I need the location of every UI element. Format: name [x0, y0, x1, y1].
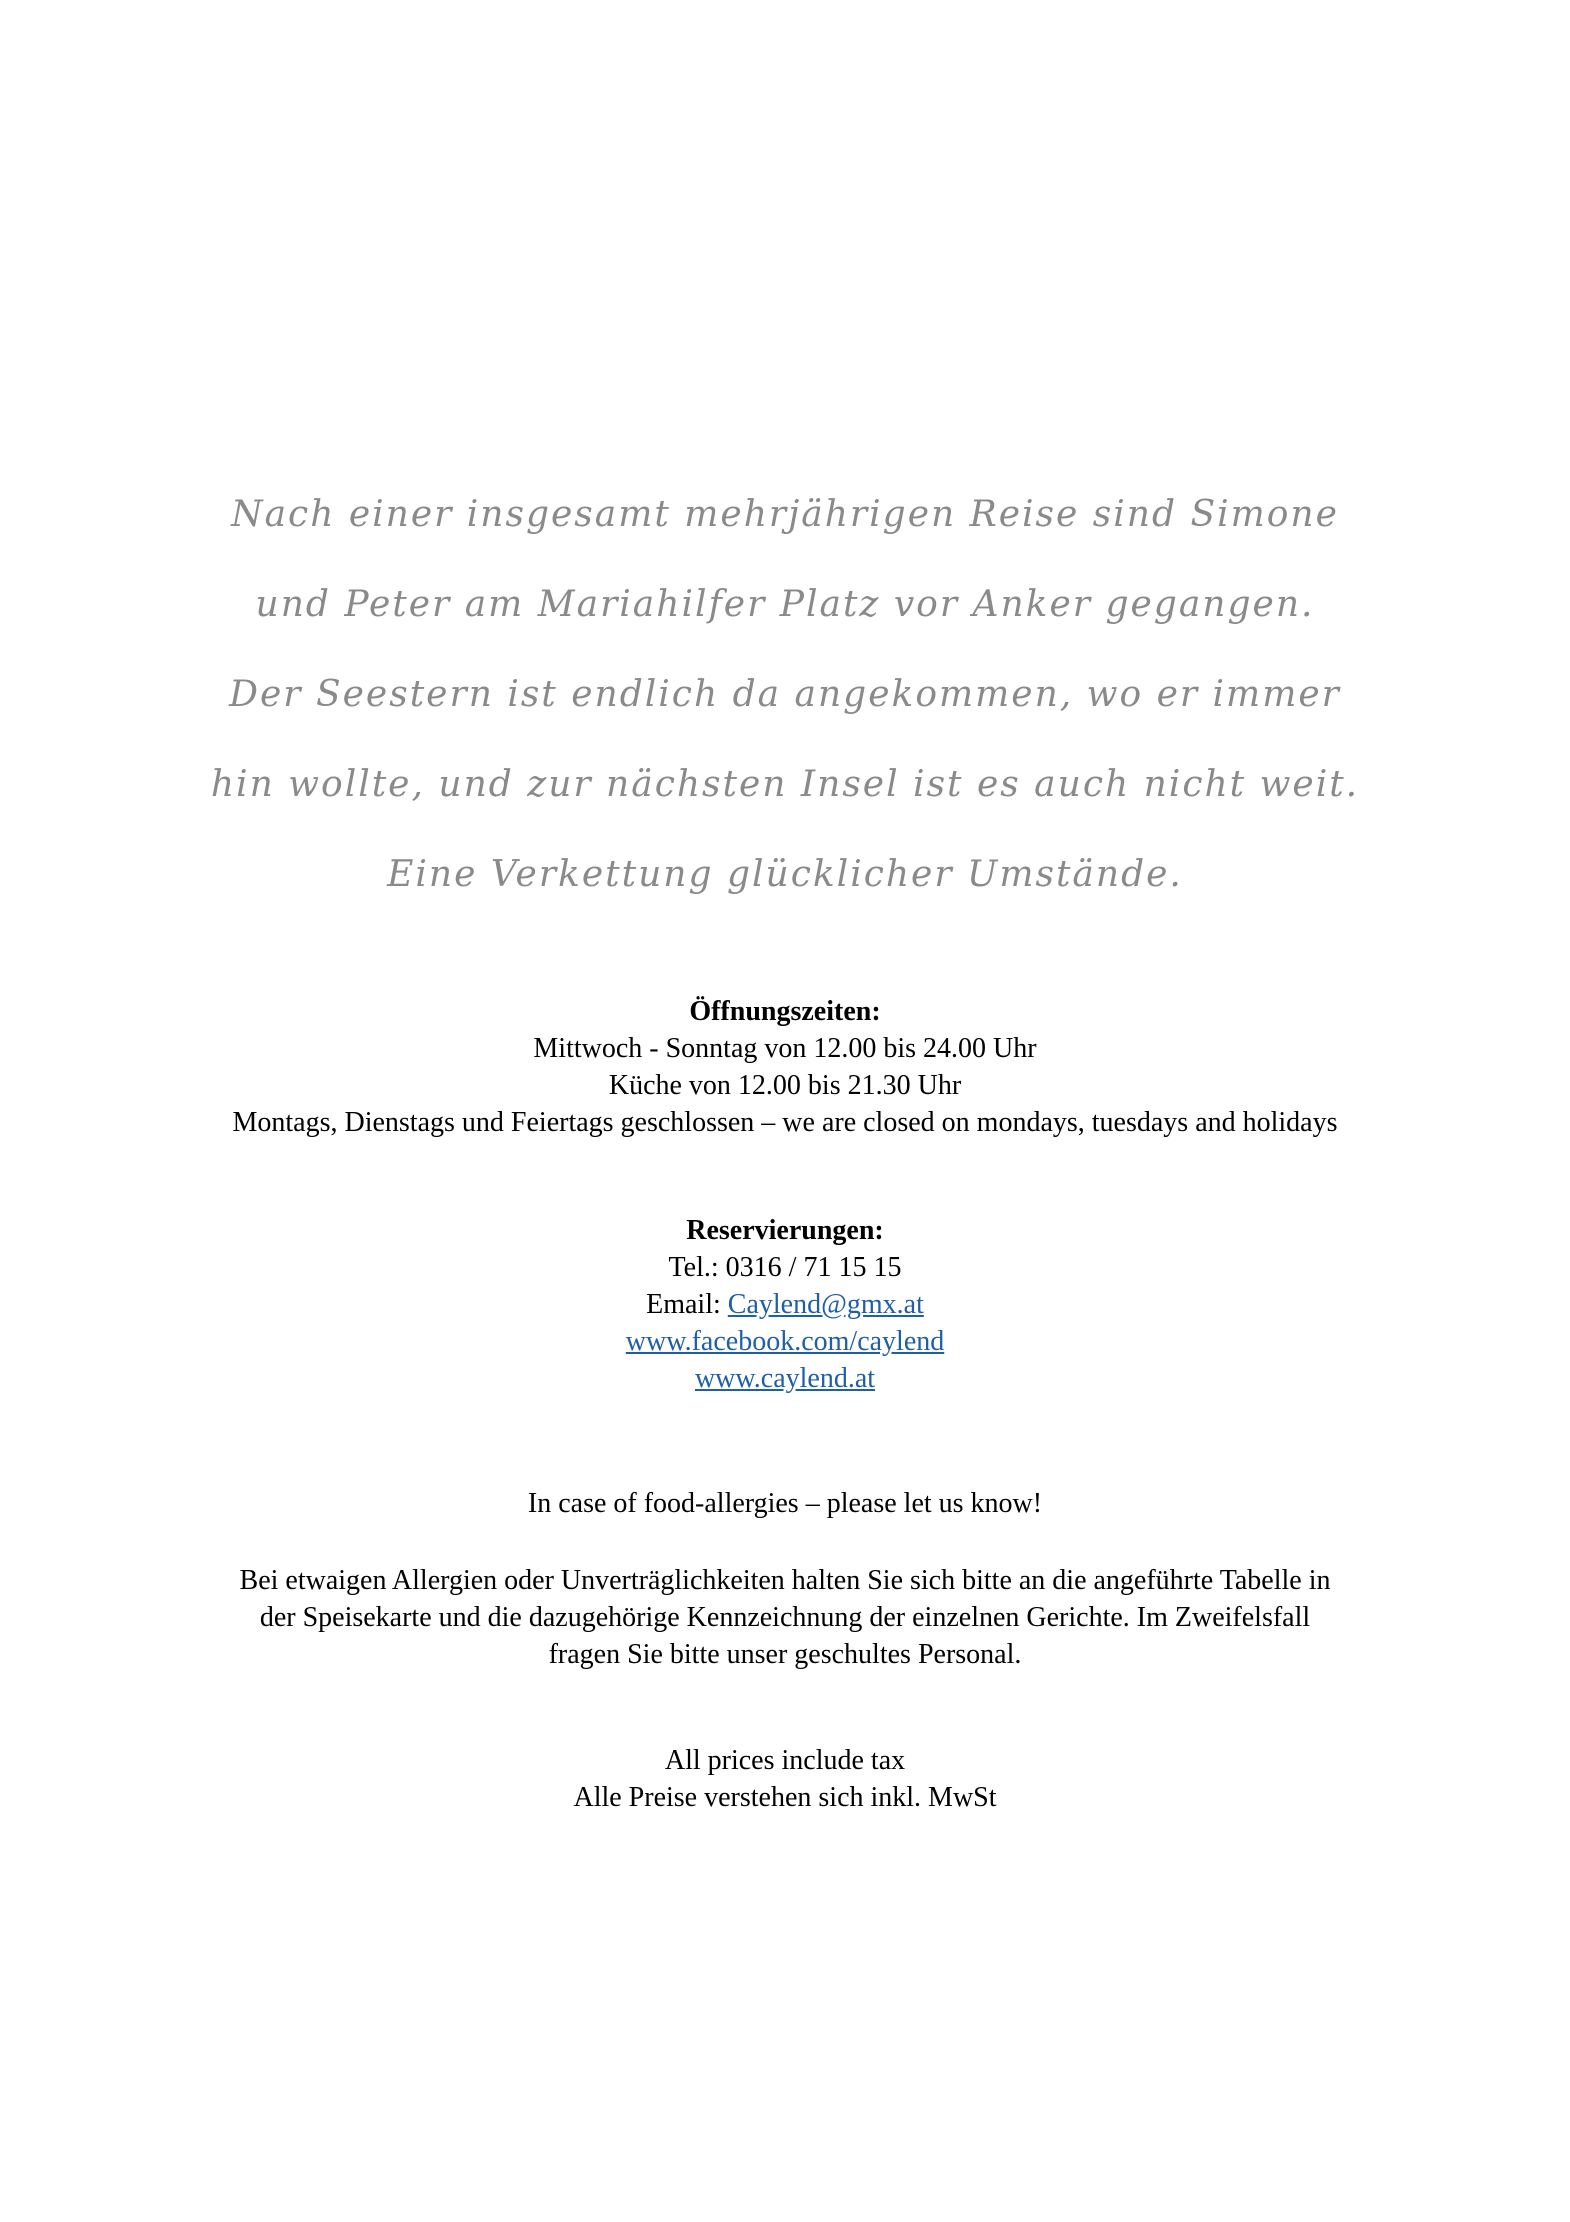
intro-line: und Peter am Mariahilfer Platz vor Anker gegangen. — [255, 584, 1315, 625]
website-link[interactable]: www.caylend.at — [694, 1363, 876, 1394]
kitchen-hours: Küche von 12.00 bis 21.30 Uhr — [608, 1070, 962, 1101]
allergy-german-section — [0, 1562, 1570, 1673]
opening-hours-section — [0, 993, 1570, 1141]
opening-hours-days: Mittwoch - Sonntag von 12.00 bis 24.00 Uhr — [533, 1033, 1037, 1064]
facebook-row — [0, 1323, 1570, 1360]
intro-line: Der Seestern ist endlich da angekommen, wo er immer — [229, 674, 1341, 715]
facebook-link[interactable]: www.facebook.com/caylend — [625, 1326, 945, 1357]
tax-german-note: Alle Preise verstehen sich inkl. MwSt — [573, 1782, 997, 1813]
tax-english-note: All prices include tax — [664, 1745, 906, 1776]
email-row — [0, 1286, 1570, 1323]
intro-line: Nach einer insgesamt mehrjährigen Reise sind Simone — [231, 494, 1339, 535]
allergy-german-line: fragen Sie bitte unser geschultes Personal. — [548, 1639, 1022, 1670]
opening-hours-heading: Öffnungszeiten: — [689, 996, 881, 1027]
email-link[interactable]: Caylend@gmx.at — [727, 1289, 924, 1320]
allergy-english-section — [0, 1485, 1570, 1522]
intro-line: hin wollte, und zur nächsten Insel ist es auch nicht weit. — [210, 764, 1360, 805]
website-row — [0, 1360, 1570, 1397]
reservations-heading: Reservierungen: — [686, 1215, 884, 1246]
reservations-section — [0, 1212, 1570, 1397]
closed-days-note: Montags, Dienstags und Feiertags geschlossen – we are closed on mondays, tuesdays and holidays — [232, 1107, 1338, 1138]
allergy-english-note: In case of food-allergies – please let us know! — [527, 1488, 1043, 1519]
phone-number: Tel.: 0316 / 71 15 15 — [668, 1252, 902, 1283]
tax-section — [0, 1742, 1570, 1816]
allergy-german-line: der Speisekarte und die dazugehörige Kennzeichnung der einzelnen Gerichte. Im Zweifelsfall — [259, 1602, 1311, 1633]
intro-script-text — [0, 470, 1570, 920]
intro-line: Eine Verkettung glücklicher Umstände. — [387, 854, 1183, 895]
allergy-german-line: Bei etwaigen Allergien oder Unverträglichkeiten halten Sie sich bitte an die angeführte Tabelle in — [239, 1565, 1331, 1596]
email-label: Email: — [646, 1289, 728, 1320]
